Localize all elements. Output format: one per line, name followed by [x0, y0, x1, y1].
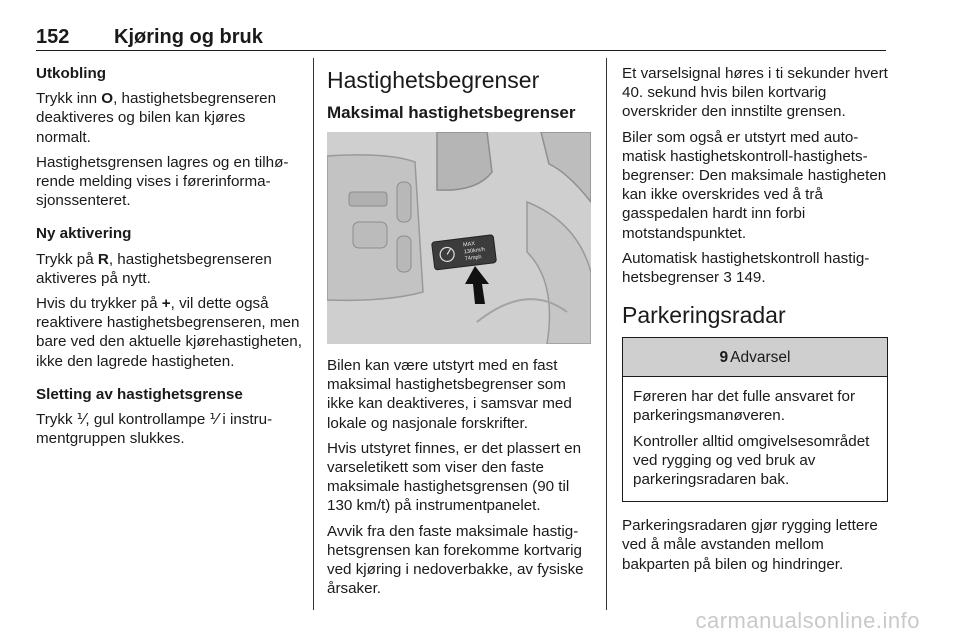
column-left — [36, 64, 302, 454]
section-subheading: Maksimal hastighetsbegrenser — [327, 103, 576, 122]
ny-aktivering-heading: Ny aktivering — [36, 225, 132, 243]
warning-icon: 9 — [719, 348, 729, 366]
label-mph: 74mph — [464, 254, 482, 263]
label-kmh: 130km/h — [463, 246, 486, 256]
page-reference-link[interactable]: 3 149. — [723, 269, 766, 287]
warning-box — [622, 337, 888, 502]
lagres-text: Hastighetsgrensen lagres og en tilhørende melding vises i førerinformasjonssenteret. — [36, 153, 289, 210]
utkobling-text: Trykk inn O, hastighetsbegrenseren deaktiveres og bilen kan kjøres normalt. — [36, 90, 277, 146]
parkeringsradar-heading: Parkeringsradar — [622, 302, 786, 329]
arrow-icon — [465, 266, 489, 304]
ny-aktivering-text: Trykk på R, hastighetsbegrenseren aktiveres på nytt. — [36, 250, 272, 287]
sletting-heading: Sletting av hastighetsgrense — [36, 385, 243, 403]
warning-text-2: Kontroller alltid omgivelsesområdet ved rygging og ved bruk av parkeringsradaren bak. — [633, 432, 870, 489]
paragraph-1: Bilen kan være utstyrt med en fast maksimal hastighetsbegrenser som ikke kan deaktiveres, i samsvar med lokale og nasjonale forskrifter. — [327, 357, 572, 432]
page-header — [36, 22, 886, 51]
warning-text-1: Føreren har det fulle ansvaret for parkeringsmanøveren. — [633, 388, 856, 425]
warning-header — [623, 338, 887, 377]
speed-limiter-icon: ⅟ — [209, 411, 219, 429]
page-title: Kjøring og bruk — [114, 26, 263, 48]
column-divider — [313, 58, 314, 610]
label-max: MAX — [462, 240, 476, 249]
paragraph-2: Hvis utstyret finnes, er det plassert en varseletikett som viser den faste maksimale hastighetsgrensen (90 til 130 km/t) på instrumentpanelet. — [327, 439, 582, 515]
paragraph-3: Avvik fra den faste maksimale hastighetsgrensen kan forekomme kortvarig ved kjøring i nedoverbakke, av fysiske årsaker. — [327, 522, 584, 598]
section-heading: Hastighetsbegrenser — [327, 67, 540, 93]
speed-limiter-icon: ⅟ — [76, 411, 86, 429]
warning-title: Advarsel — [730, 348, 791, 366]
paragraph-6: Automatisk hastighetskontroll hastighetsbegrenser 3 149. — [622, 249, 870, 287]
r-symbol-icon: R — [97, 250, 109, 268]
sletting-text: Trykk ⅟, gul kontrollampe ⅟ i instrumentgruppen slukkes. — [36, 411, 273, 448]
dashboard-illustration — [327, 132, 591, 344]
column-middle — [327, 64, 593, 604]
watermark: carmanualsonline.info — [695, 608, 920, 633]
paragraph-4: Et varselsignal høres i ti sekunder hvert 40. sekund hvis bilen kortvarig overskrider den innstilte grensen. — [622, 65, 888, 121]
column-right — [622, 64, 888, 580]
plus-icon: + — [161, 295, 171, 313]
o-symbol-icon: O — [101, 90, 114, 108]
paragraph-5: Biler som også er utstyrt med automatisk hastighetskontroll-hastighetsbegrenser: Den maksimale hastigheten kan ikke overskrides ved å trå gasspedalen hardt inn forbi motstandspunktet. — [622, 128, 887, 242]
column-divider — [606, 58, 607, 610]
warning-body — [623, 377, 887, 501]
paragraph-7: Parkeringsradaren gjør rygging lettere ved å måle avstanden mellom bakparten på bilen og hindringer. — [622, 517, 878, 573]
plus-text: Hvis du trykker på +, vil dette også reaktivere hastighetsbegrenseren, men bare ved den aktuelle kjørehastigheten, ikke den lagrede hastigheten. — [36, 295, 302, 370]
page-number: 152 — [36, 26, 70, 48]
utkobling-heading: Utkobling — [36, 65, 107, 82]
dashboard-drawing — [327, 132, 591, 344]
